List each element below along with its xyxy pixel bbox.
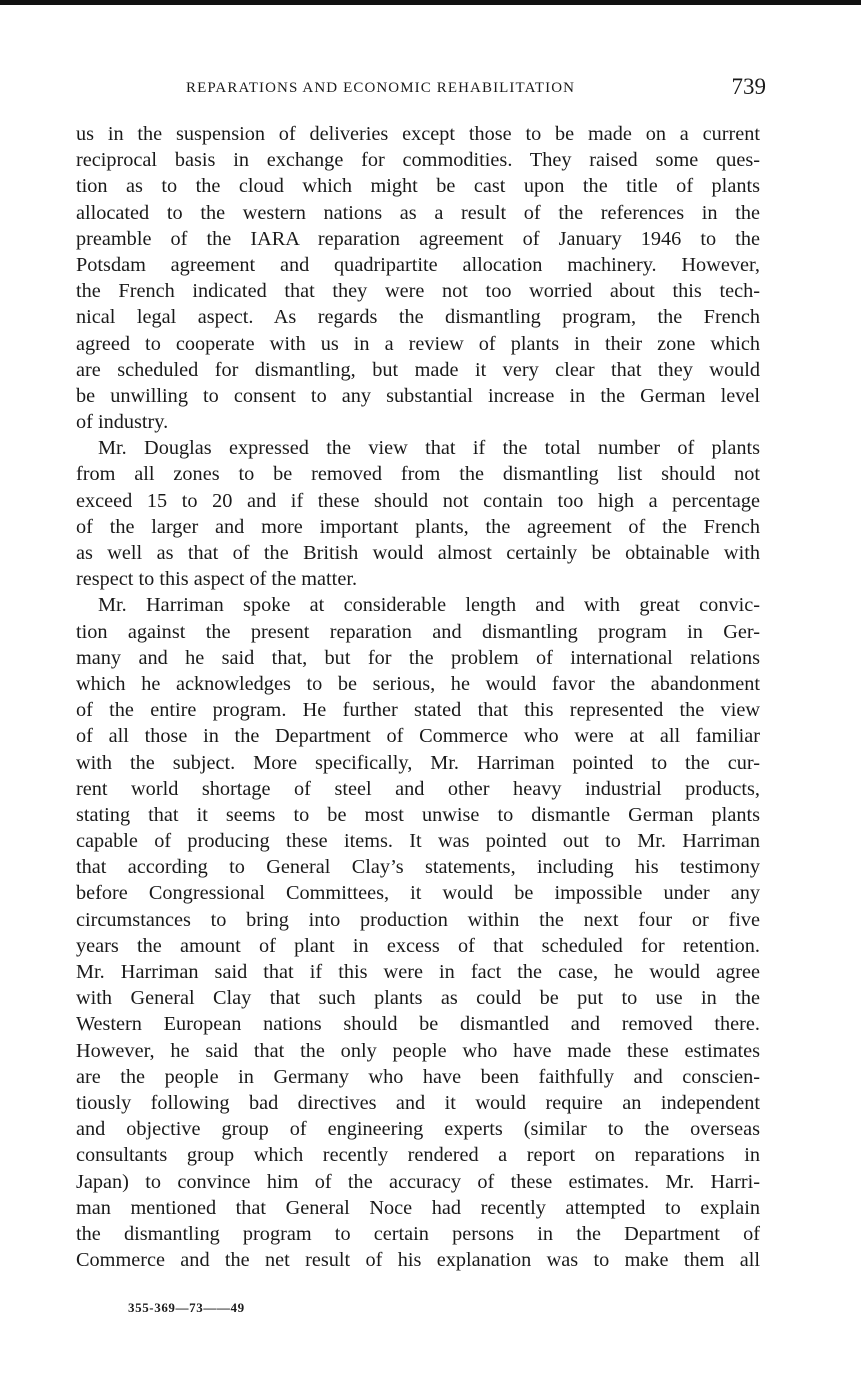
text-line: Mr. Harriman spoke at considerable length and with great convic- <box>98 594 760 617</box>
text-line: Mr. Harriman said that if this were in fact the case, he would agree <box>76 961 760 983</box>
text-line: Commerce and the net result of his explanation was to make them all <box>76 1249 760 1272</box>
text-line: as well as that of the British would almost certainly be obtainable with <box>76 542 760 564</box>
top-border-rule <box>0 0 861 5</box>
text-line: tion against the present reparation and dismantling program in Ger- <box>76 620 760 643</box>
text-line: preamble of the IARA reparation agreement of January 1946 to the <box>76 227 760 250</box>
text-line: nical legal aspect. As regards the dismantling program, the French <box>76 306 760 329</box>
text-line: are scheduled for dismantling, but made it very clear that they would <box>76 358 760 381</box>
text-line: respect to this aspect of the matter. <box>76 568 358 591</box>
footer-print-code: 355-369—73——49 <box>128 1300 245 1315</box>
text-line: years the amount of plant in excess of that scheduled for retention. <box>76 934 760 957</box>
text-line: before Congressional Committees, it would be impossible under any <box>76 882 760 905</box>
text-line: from all zones to be removed from the dismantling list should not <box>76 463 760 486</box>
text-line: tion as to the cloud which might be cast upon the title of plants <box>76 175 760 198</box>
paragraph <box>76 435 760 592</box>
text-line: many and he said that, but for the problem of international relations <box>76 646 760 669</box>
text-line: Potsdam agreement and quadripartite allocation machinery. However, <box>76 253 760 276</box>
text-line: of all those in the Department of Commerce who were at all familiar <box>76 725 760 748</box>
text-line: Western European nations should be dismantled and removed there. <box>76 1013 760 1036</box>
text-line: of the entire program. He further stated that this represented the view <box>76 699 760 722</box>
text-line: tiously following bad directives and it would require an independent <box>76 1091 760 1114</box>
text-line: us in the suspension of deliveries except those to be made on a current <box>76 123 760 145</box>
text-line: the French indicated that they were not too worried about this tech- <box>76 280 760 303</box>
paragraph <box>76 592 760 1273</box>
text-line: which he acknowledges to be serious, he would favor the abandonment <box>76 672 760 695</box>
text-line: agreed to cooperate with us in a review of plants in their zone which <box>76 332 760 355</box>
text-line: the dismantling program to certain persons in the Department of <box>76 1222 760 1245</box>
text-line: exceed 15 to 20 and if these should not contain too high a percentage <box>76 489 760 512</box>
text-line: reciprocal basis in exchange for commodities. They raised some ques- <box>76 149 760 172</box>
text-line: man mentioned that General Noce had recently attempted to explain <box>76 1196 760 1219</box>
text-line: are the people in Germany who have been faithfully and conscien- <box>76 1065 760 1088</box>
text-line: that according to General Clay’s statements, including his testimony <box>76 856 760 879</box>
text-line: of industry. <box>76 411 169 434</box>
text-line: with the subject. More specifically, Mr. Harriman pointed to the cur- <box>76 751 760 774</box>
text-line: capable of producing these items. It was pointed out to Mr. Harriman <box>76 830 760 853</box>
text-line: Mr. Douglas expressed the view that if the total number of plants <box>98 437 760 460</box>
running-head: REPARATIONS AND ECONOMIC REHABILITATION <box>186 80 576 96</box>
text-line: stating that it seems to be most unwise to dismantle German plants <box>76 803 760 826</box>
text-line: circumstances to bring into production within the next four or five <box>76 908 760 931</box>
text-line: be unwilling to consent to any substantial increase in the German level <box>76 384 760 407</box>
text-line: However, he said that the only people who have made these estimates <box>76 1039 760 1062</box>
body-text <box>76 121 760 1273</box>
text-line: consultants group which recently rendered a report on reparations in <box>76 1144 760 1167</box>
page-header <box>76 76 766 104</box>
text-line: Japan) to convince him of the accuracy of these estimates. Mr. Harri- <box>76 1170 760 1193</box>
text-line: of the larger and more important plants, the agreement of the French <box>76 515 760 538</box>
page-number: 739 <box>731 74 766 99</box>
text-line: allocated to the western nations as a result of the references in the <box>76 201 760 224</box>
text-line: with General Clay that such plants as could be put to use in the <box>76 987 760 1010</box>
text-line: rent world shortage of steel and other heavy industrial products, <box>76 777 760 800</box>
paragraph <box>76 121 760 435</box>
text-line: and objective group of engineering experts (similar to the overseas <box>76 1118 760 1141</box>
